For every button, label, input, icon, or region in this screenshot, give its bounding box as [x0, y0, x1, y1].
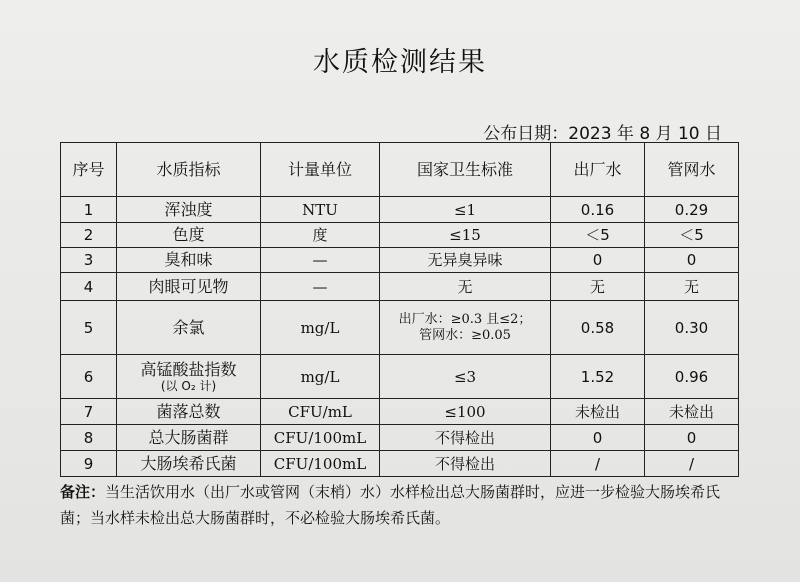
standard-cell: [380, 301, 551, 355]
unit-cell: —: [261, 248, 380, 273]
table-row: [61, 399, 739, 425]
column-header-indicator: 水质指标: [117, 143, 261, 197]
unit-cell: —: [261, 273, 380, 301]
footnote: [60, 479, 750, 532]
indicator-main: 高锰酸盐指数: [140, 359, 237, 379]
table-row: [61, 301, 739, 355]
network-water-value: 0.30: [645, 301, 739, 355]
row-number: 7: [61, 399, 117, 425]
network-water-value: /: [645, 451, 739, 477]
unit-cell: CFU/100mL: [261, 425, 380, 451]
row-number: 1: [61, 197, 117, 223]
page-title: 水质检测结果: [313, 47, 487, 78]
network-water-value: 0: [645, 248, 739, 273]
indicator-name: 菌落总数: [117, 399, 261, 425]
standard-line-network: 管网水：≥0.05: [419, 327, 511, 343]
table-row: [61, 425, 739, 451]
indicator-name: 色度: [117, 223, 261, 248]
standard-line-factory: 出厂水：≥0.3 且≤2；: [398, 311, 532, 327]
network-water-value: 0.96: [645, 355, 739, 399]
factory-water-value: 0.16: [551, 197, 645, 223]
factory-water-value: 1.52: [551, 355, 645, 399]
row-number: 4: [61, 273, 117, 301]
table-row: [61, 248, 739, 273]
factory-water-value: /: [551, 451, 645, 477]
indicator-name: 余氯: [117, 301, 261, 355]
row-number: 2: [61, 223, 117, 248]
column-header-network-water: 管网水: [645, 143, 739, 197]
network-water-value: 0.29: [645, 197, 739, 223]
standard-cell: ≤15: [380, 223, 551, 248]
unit-cell: CFU/mL: [261, 399, 380, 425]
factory-water-value: 未检出: [551, 399, 645, 425]
factory-water-value: 0: [551, 425, 645, 451]
table-header-row: [61, 143, 739, 197]
unit-cell: NTU: [261, 197, 380, 223]
footnote-label: 备注：: [60, 483, 106, 501]
indicator-name: 臭和味: [117, 248, 261, 273]
network-water-value: 0: [645, 425, 739, 451]
indicator-sub: (以 O₂ 计): [160, 378, 217, 393]
table-row: [61, 223, 739, 248]
column-header-unit: 计量单位: [261, 143, 380, 197]
indicator-name: 总大肠菌群: [117, 425, 261, 451]
unit-cell: CFU/100mL: [261, 451, 380, 477]
row-number: 6: [61, 355, 117, 399]
standard-cell: 无异臭异味: [380, 248, 551, 273]
table-row: [61, 355, 739, 399]
publish-date: 公布日期：2023 年 8 月 10 日: [483, 124, 722, 144]
factory-water-value: ＜5: [551, 223, 645, 248]
footnote-text: 当生活饮用水（出厂水或管网（末梢）水）水样检出总大肠菌群时，应进一步检验大肠埃希氏菌；当水样未检出总大肠菌群时，不必检验大肠埃希氏菌。: [60, 483, 721, 528]
indicator-name: 肉眼可见物: [117, 273, 261, 301]
row-number: 5: [61, 301, 117, 355]
table-row: [61, 451, 739, 477]
factory-water-value: 无: [551, 273, 645, 301]
column-header-standard: 国家卫生标准: [380, 143, 551, 197]
factory-water-value: 0.58: [551, 301, 645, 355]
row-number: 9: [61, 451, 117, 477]
unit-cell: mg/L: [261, 301, 380, 355]
column-header-factory-water: 出厂水: [551, 143, 645, 197]
results-table: [60, 142, 739, 477]
row-number: 3: [61, 248, 117, 273]
unit-cell: 度: [261, 223, 380, 248]
network-water-value: 未检出: [645, 399, 739, 425]
factory-water-value: 0: [551, 248, 645, 273]
table-row: [61, 197, 739, 223]
indicator-name: 浑浊度: [117, 197, 261, 223]
standard-cell: ≤1: [380, 197, 551, 223]
standard-cell: 不得检出: [380, 425, 551, 451]
standard-cell: 无: [380, 273, 551, 301]
network-water-value: ＜5: [645, 223, 739, 248]
network-water-value: 无: [645, 273, 739, 301]
standard-cell: ≤3: [380, 355, 551, 399]
indicator-name: 大肠埃希氏菌: [117, 451, 261, 477]
unit-cell: mg/L: [261, 355, 380, 399]
standard-cell: 不得检出: [380, 451, 551, 477]
column-header-no: 序号: [61, 143, 117, 197]
indicator-name: [117, 355, 261, 399]
standard-cell: ≤100: [380, 399, 551, 425]
table-row: [61, 273, 739, 301]
row-number: 8: [61, 425, 117, 451]
